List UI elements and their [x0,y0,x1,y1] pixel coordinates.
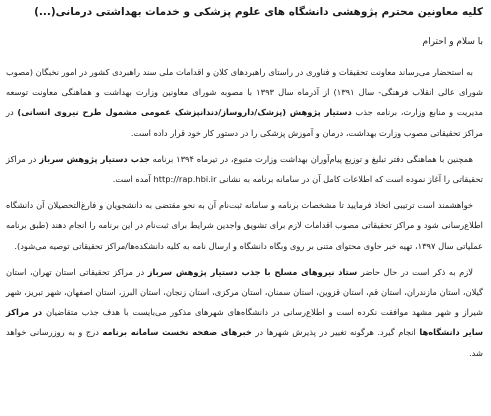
greeting: با سلام و احترام [422,37,483,47]
bold-run: دستیار پژوهش [289,107,352,118]
paragraph-note [6,262,483,363]
paragraph-program-intro [6,62,483,143]
text-run: لازم به ذکر است در حال حاضر [357,266,473,277]
letter-heading: کلیه معاونین محترم پژوهشی دانشگاه های علوم پزشکی و خدمات بهداشتی درمانی(...) [34,6,483,18]
bold-run: (پزشک/داروساز/دندانپزشک عمومی مشمول طرح نیروی انسانی) [17,107,287,118]
program-url-link[interactable]: http://rap.hbi.ir [153,174,217,185]
text-run: درج و به روزرسانی خواهد شد. [6,327,483,358]
bold-run: خبرهای صفحه نخست سامانه برنامه [102,327,252,338]
paragraph-request [6,195,483,256]
bold-run: ستاد نیروهای مسلح با جذب دستیار پژوهش سرباز [147,266,358,277]
paragraph-soldier-program [6,149,483,189]
text-run: در مراکز تحقیقاتی مصوب وزارت بهداشت، درمان و آموزش پزشکی را در دستور کار خود قرار داده است. [6,107,483,138]
text-run: همچنین با هماهنگی دفتر تبلیغ و توزیع پیام‌آوران بهداشت وزارت متبوع، در تیرماه ۱۳۹۴ برنامه [149,153,473,164]
text-run: انجام گیرد. هرگونه تغییر در پذیرش شهرها در [251,327,420,338]
text-run: خواهشمند است ترتیبی اتخاذ فرمایید تا مشخصات برنامه و سامانه ثبت‌نام آن به نحو مقتضی به دانشجویان و فارغ‌التحصیلان آن دانشگاه اطلاع‌رسانی شود و مراکز تحقیقاتی مصوب اقدامات لازم برای تشویق واجدین شرایط برای ثبت‌نام در این برنامه را انجام دهند (طبق برنامه عملیاتی سال ۱۳۹۷، تهیه خبر حاوی محتوای متنی بر روی وبگاه دانشگاه و ارسال نامه به کلیه دانشکده‌ها/مراکز تحقیقاتی توصیه می‌شود). [6,200,483,251]
text-run: در مراکز تحقیقاتی را آغاز نموده است که اطلاعات کامل آن در سامانه برنامه به نشانی [6,153,483,185]
bold-run: در مراکز سایر دانشگاه‌ها [6,307,483,338]
bold-run: جذب دستیار پژوهش سرباز [39,153,150,164]
text-run: در مراکز تحقیقاتی استان تهران، استان گیلان، استان مازندران، استان قم، استان قزوین، استان سمنان، استان مرکزی، استان زنجان، استان البرز، استان اصفهان، شهر تبریز، شهر شیراز و شهر مشهد موافقت نکرده است و اطلاع‌رسانی در دانشگاه‌های شهرهای مذکور می‌بایست با هدف جذب متقاضیان [6,266,483,318]
text-run: آمده است. [112,174,154,185]
text-run: به استحضار می‌رساند معاونت تحقیقات و فناوری در راستای راهبردهای کلان و اقدامات ملی سند راهبردی کشور در امور نخبگان (مصوب شورای عالی انقلاب فرهنگی- سال ۱۳۹۱) از آذرماه سال ۱۳۹۳ با مصوبه شورای معاونین وزارت بهداشت و هماهنگی معاونت توسعه مدیریت و منابع وزارت، برنامه جذب [6,67,483,118]
